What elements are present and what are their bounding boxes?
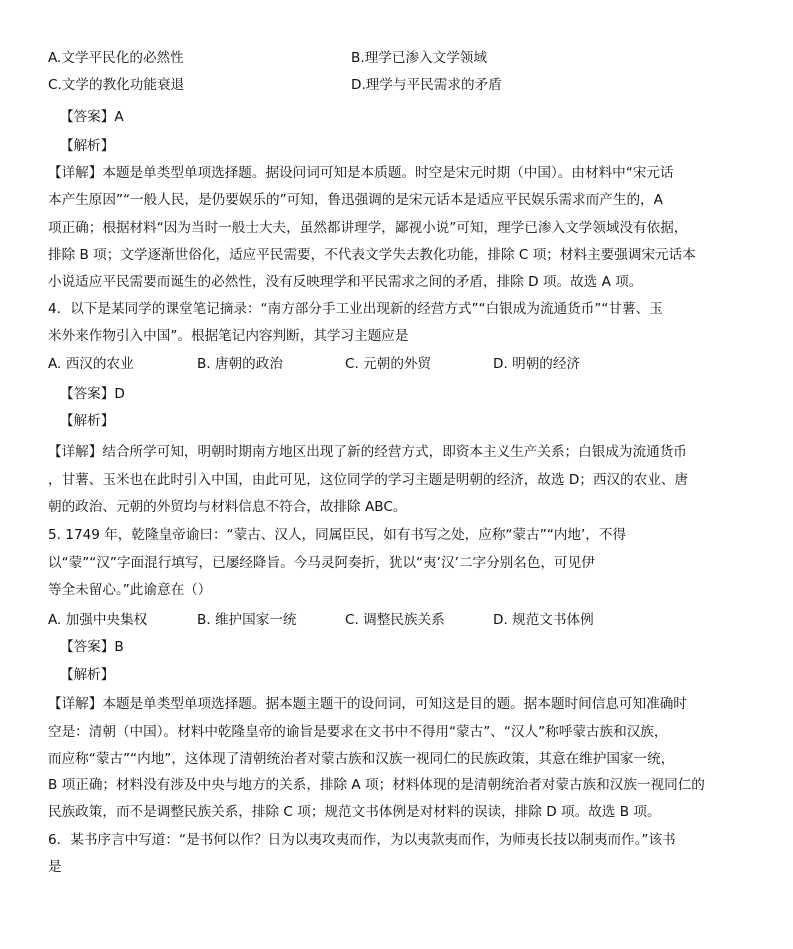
q3-detail-line: 排除 B 项；文学逐渐世俗化，适应平民需要，不代表文学失去教化功能，排除 C 项；材料主要强调宋元话本	[48, 247, 696, 263]
q3-detail-line: 项正确；根据材料“因为当时一般士大夫，虽然都讲理学，鄙视小说”可知，理学已渗入文学领域没有依据，	[48, 220, 688, 236]
q3-detail-line: 本产生原因”“一般人民，是仍要娱乐的”可知，鲁迅强调的是宋元话本是适应平民娱乐需求而产生的，A	[48, 192, 663, 208]
q5-detail-line: 空是：清朝（中国）。材料中乾隆皇帝的谕旨是要求在文书中不得用“蒙古”、“汉人”称呼蒙古族和汉族，	[48, 724, 668, 740]
q6-stem-line: 是	[48, 859, 62, 875]
q3-detail-line: 【详解】本题是单类型单项选择题。据设问词可知是本质题。时空是宋元时期（中国）。由材料中“宋元话	[48, 165, 674, 181]
q4-detail-line: 【详解】结合所学可知，明朝时期南方地区出现了新的经营方式，即资本主义生产关系；白银成为流通货币	[48, 444, 687, 460]
q5-stem-line: 5. 1749 年，乾隆皇帝谕曰：“蒙古、汉人，同属臣民，如有书写之处，应称“蒙古”“内地’，不得	[48, 527, 627, 543]
q3-detail-line: 小说适应平民需要而诞生的必然性，没有反映理学和平民需求之间的矛盾，排除 D 项。故选 A 项。	[48, 274, 643, 290]
q5-option-c: C. 调整民族关系	[345, 612, 445, 628]
q4-option-a: A. 西汉的农业	[48, 356, 134, 372]
q6-stem-line: 6．某书序言中写道：“是书何以作？日为以夷攻夷而作，为以夷款夷而作，为师夷长技以制夷而作。”该书	[48, 832, 676, 848]
q4-analysis-label: 【解析】	[60, 413, 115, 429]
q5-stem-line: 以“蒙”“汉”字面混行填写，已屡经降旨。今马灵阿奏折，犹以“夷’汉’二字分别名色，可见伊	[48, 555, 595, 571]
q5-stem-line: 等全未留心。”此谕意在（）	[48, 582, 212, 598]
q3-option-d: D.理学与平民需求的矛盾	[351, 77, 502, 93]
q5-detail-line: B 项正确；材料没有涉及中央与地方的关系，排除 A 项；材料体现的是清朝统治者对蒙古族和汉族一视同仁的	[48, 777, 705, 793]
q4-option-c: C. 元朝的外贸	[345, 356, 432, 372]
q5-detail-line: 而应称“蒙古”“内地”，这体现了清朝统治者对蒙古族和汉族一视同仁的民族政策，其意在维护国家一统，	[48, 751, 675, 767]
q4-detail-line: 朝的政治、元朝的外贸均与材料信息不符合，故排除 ABC。	[48, 499, 407, 515]
q4-answer: 【答案】D	[60, 386, 125, 402]
q5-detail-line: 民族政策，而不是调整民族关系，排除 C 项；规范文书体例是对材料的误读，排除 D 项。故选 B 项。	[48, 804, 661, 820]
q5-answer: 【答案】B	[60, 639, 124, 655]
q3-answer: 【答案】A	[60, 109, 124, 125]
q5-detail-line: 【详解】本题是单类型单项选择题。据本题主题干的设问词，可知这是目的题。据本题时间信息可知准确时	[48, 696, 687, 712]
q5-option-d: D. 规范文书体例	[493, 612, 594, 628]
q3-option-c: C.文学的教化功能衰退	[48, 77, 185, 93]
q4-option-d: D. 明朝的经济	[493, 356, 581, 372]
q4-stem-line: 4．以下是某同学的课堂笔记摘录：“南方部分手工业出现新的经营方式”“白银成为流通货币”“甘薯、玉	[48, 301, 663, 317]
q5-analysis-label: 【解析】	[60, 667, 115, 683]
q3-analysis-label: 【解析】	[60, 138, 115, 154]
q5-option-b: B. 维护国家一统	[197, 612, 297, 628]
q4-option-b: B. 唐朝的政治	[197, 356, 283, 372]
q4-detail-line: ，甘薯、玉米也在此时引入中国，由此可见，这位同学的学习主题是明朝的经济，故选 D；西汉的农业、唐	[48, 472, 689, 488]
q3-option-b: B.理学已渗入文学领域	[351, 50, 487, 66]
q3-option-a: A.文学平民化的必然性	[48, 50, 184, 66]
q5-option-a: A. 加强中央集权	[48, 612, 148, 628]
q4-stem-line: 米外来作物引入中国”。根据笔记内容判断，其学习主题应是	[48, 328, 409, 344]
